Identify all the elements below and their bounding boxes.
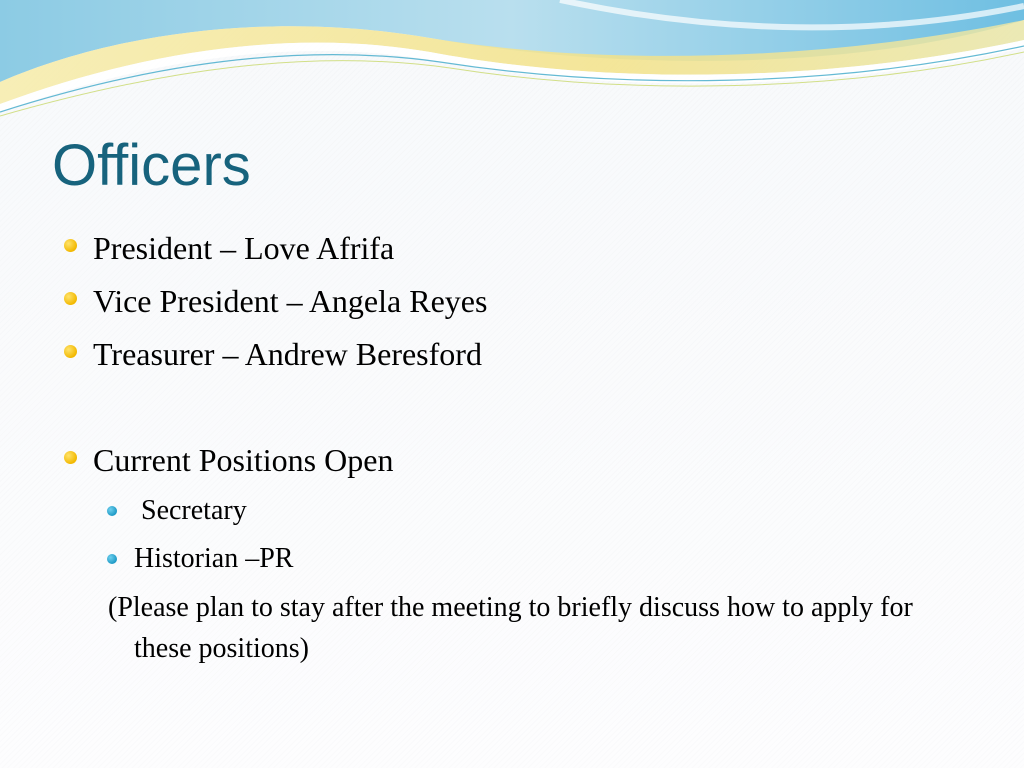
open-position-text: Historian –PR: [134, 543, 294, 574]
yellow-dot-bullet-icon: [64, 451, 77, 464]
officer-text: Vice President – Angela Reyes: [93, 283, 488, 319]
officer-item-treasurer: [60, 328, 960, 381]
spacer: [60, 381, 960, 434]
bullet-list: [60, 222, 960, 669]
officer-text: Treasurer – Andrew Beresford: [93, 336, 482, 372]
officer-item-president: [60, 222, 960, 275]
slide-title: Officers: [52, 133, 251, 198]
officer-item-vice-president: [60, 275, 960, 328]
open-positions-heading-text: Current Positions Open: [93, 442, 394, 478]
blue-dot-bullet-icon: [107, 506, 117, 516]
open-position-text: Secretary: [134, 495, 247, 526]
open-position-secretary: [60, 487, 960, 535]
officer-text: President – Love Afrifa: [93, 230, 395, 266]
yellow-dot-bullet-icon: [64, 345, 77, 358]
yellow-dot-bullet-icon: [64, 239, 77, 252]
open-position-historian: [60, 535, 960, 583]
header-wave-decoration: [0, 0, 1024, 130]
apply-note: (Please plan to stay after the meeting to briefly discuss how to apply for these positions): [108, 592, 913, 664]
blue-dot-bullet-icon: [107, 554, 117, 564]
yellow-dot-bullet-icon: [64, 292, 77, 305]
open-positions-heading: [60, 434, 960, 487]
